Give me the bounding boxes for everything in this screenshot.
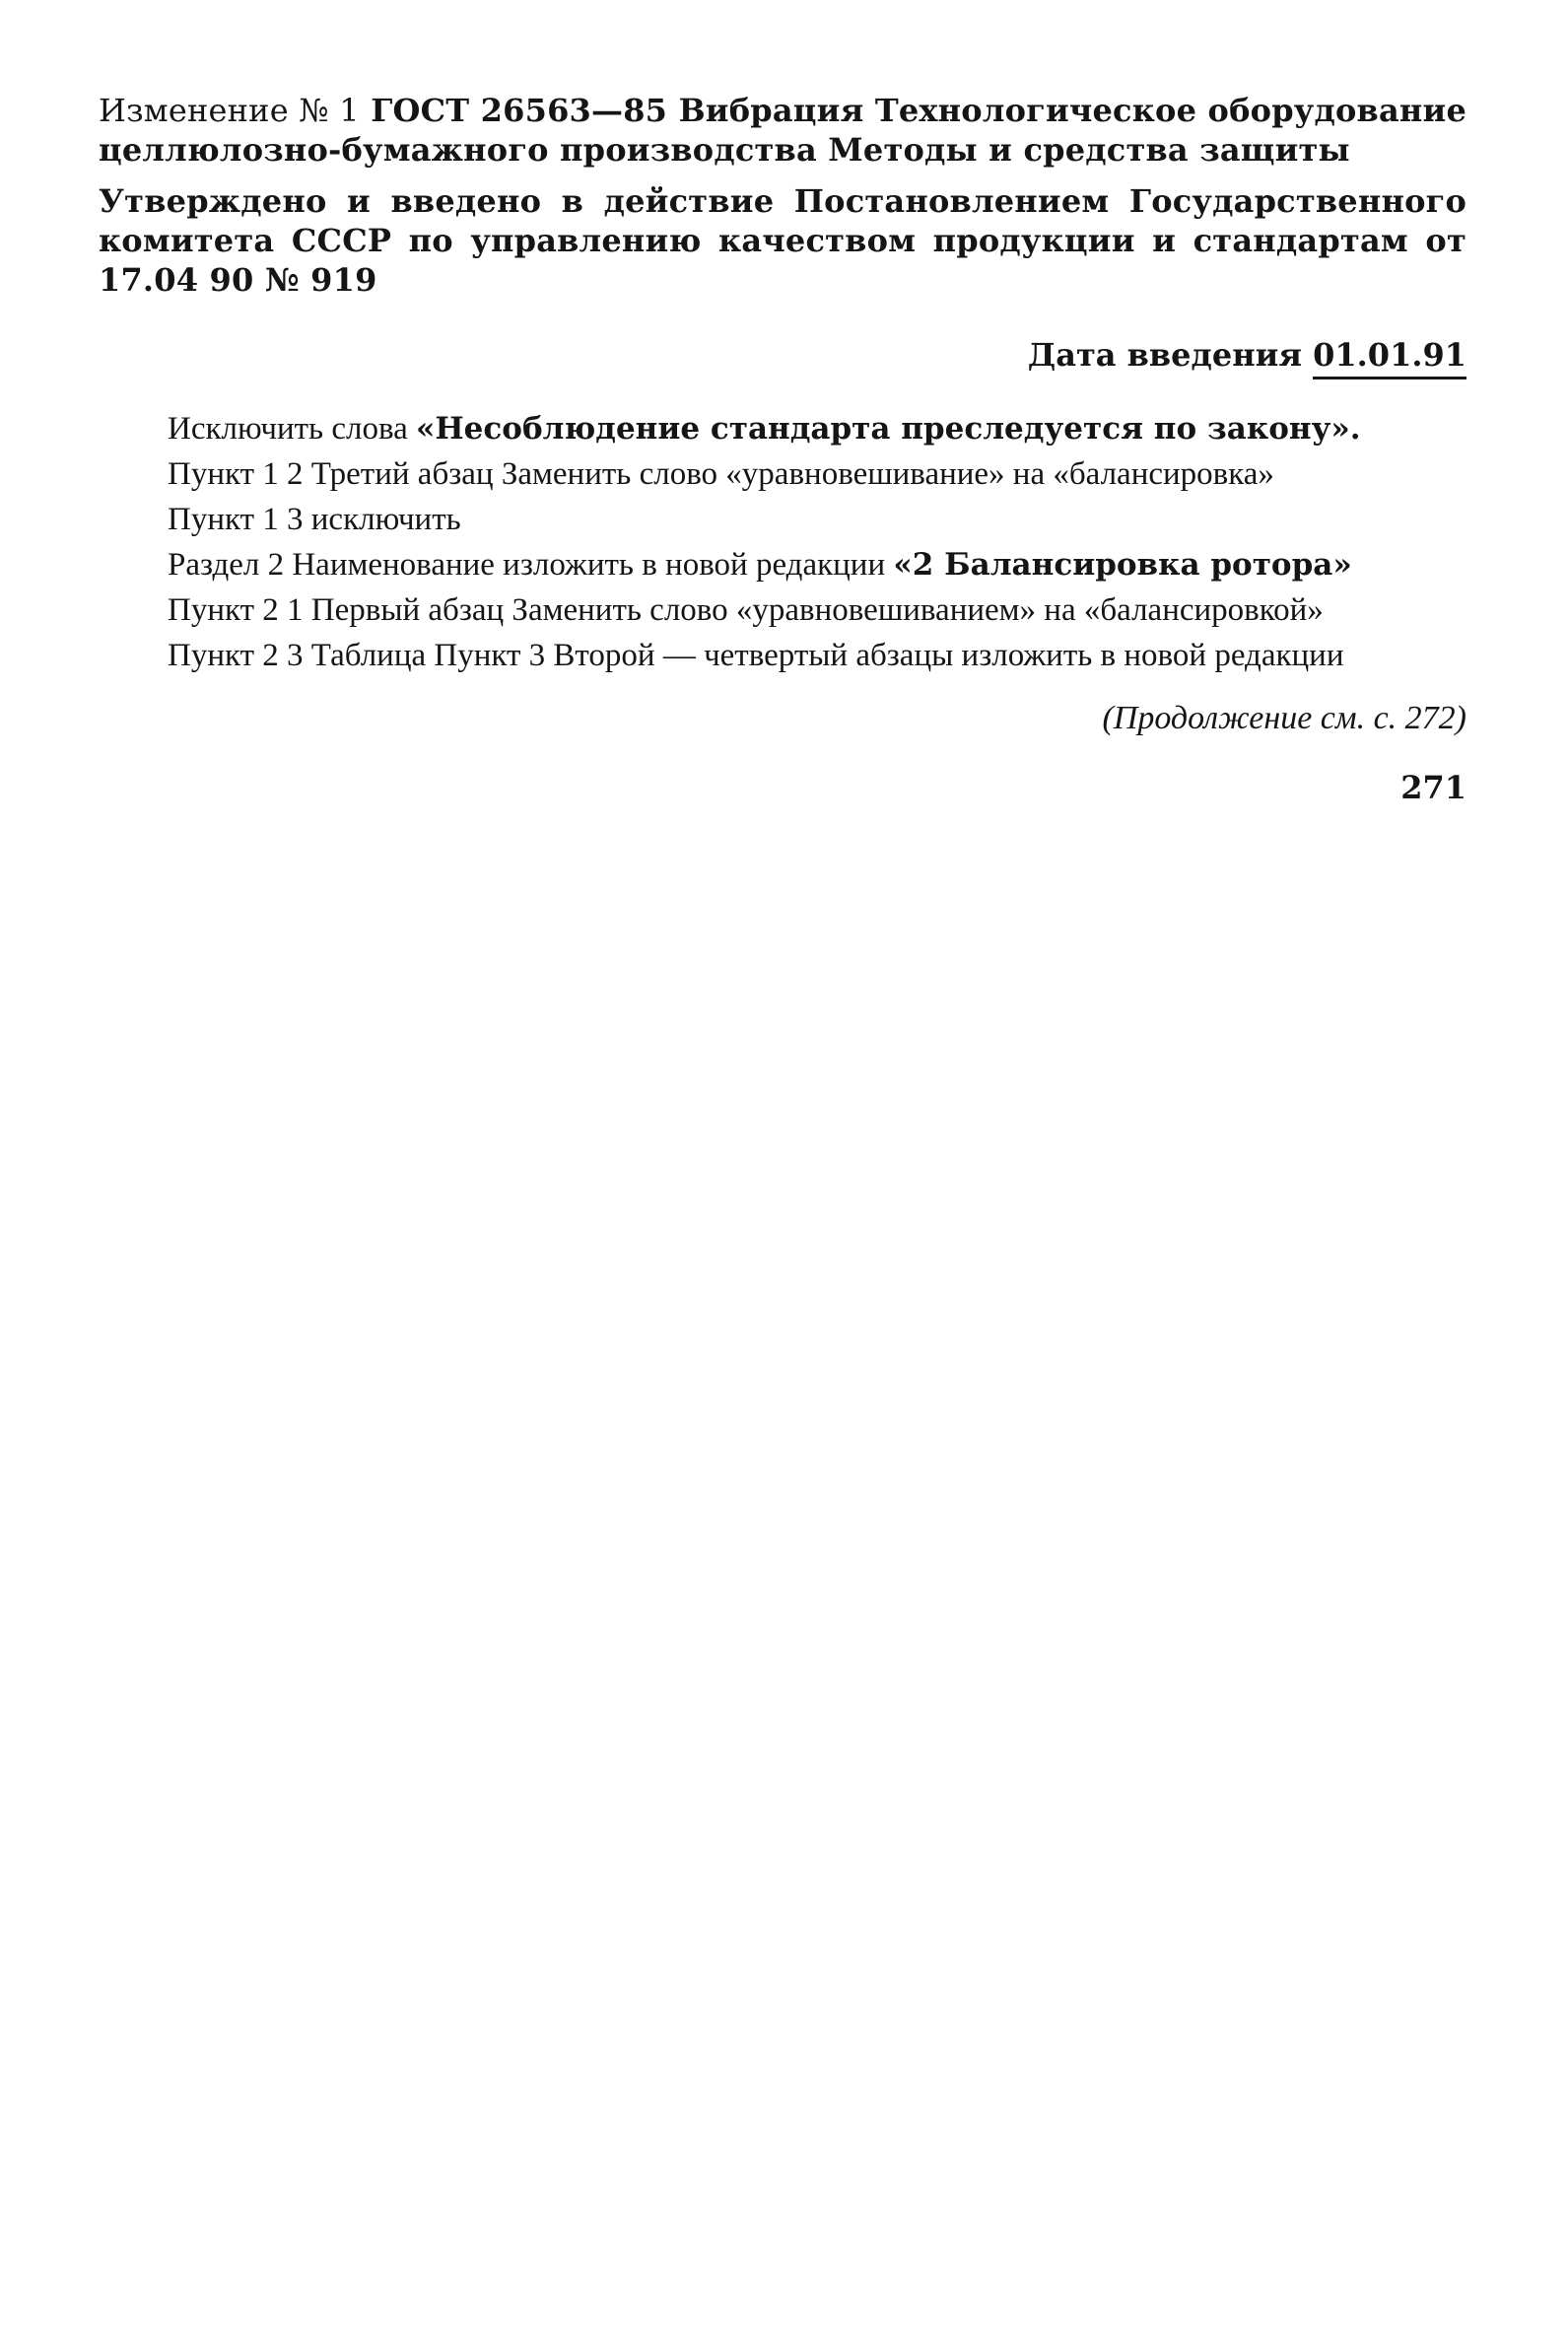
effective-date-label: Дата введения (1027, 336, 1302, 374)
amendment-item (99, 500, 1466, 539)
approval-statement: Утверждено и введено в действие Постановлением Государственного комитета СССР по управлению качеством продукции и стандартам от 17.04 90 № 919 (99, 182, 1466, 299)
item-text: Раздел 2 Наименование изложить в новой редакции (168, 547, 894, 583)
amendment-label: Изменение № 1 (99, 92, 360, 129)
standard-title: Вибрация Технологическое оборудование целлюлозно-бумажного производства Методы и средства защиты (99, 92, 1467, 169)
amendment-heading (99, 91, 1466, 170)
item-emphasis: «Несоблюдение стандарта преследуется по закону». (416, 411, 1361, 447)
effective-date-line (99, 335, 1466, 379)
item-text: Пункт 2 1 Первый абзац Заменить слово «уравновешиванием» на «балансировкой» (168, 592, 1324, 628)
continuation-note: (Продолжение см. с. 272) (1102, 700, 1466, 736)
amendment-item (99, 545, 1466, 585)
item-text: Пункт 1 3 исключить (168, 502, 461, 537)
amendment-item (99, 590, 1466, 630)
standard-code: ГОСТ 26563—85 (371, 92, 668, 129)
amendment-items (99, 409, 1466, 675)
item-text: Пункт 1 2 Третий абзац Заменить слово «уравновешивание» на «балансировка» (168, 456, 1274, 492)
amendment-item (99, 409, 1466, 448)
amendment-item (99, 454, 1466, 494)
item-text: Исключить слова (168, 411, 417, 447)
item-text: Пункт 2 3 Таблица Пункт 3 Второй — четвертый абзацы изложить в новой редакции (168, 638, 1344, 673)
effective-date-value: 01.01.91 (1313, 335, 1466, 379)
item-emphasis: «2 Балансировка ротора» (893, 547, 1352, 583)
page-number: 271 (1400, 769, 1466, 806)
amendment-item (99, 636, 1466, 675)
document-page (99, 91, 1466, 807)
